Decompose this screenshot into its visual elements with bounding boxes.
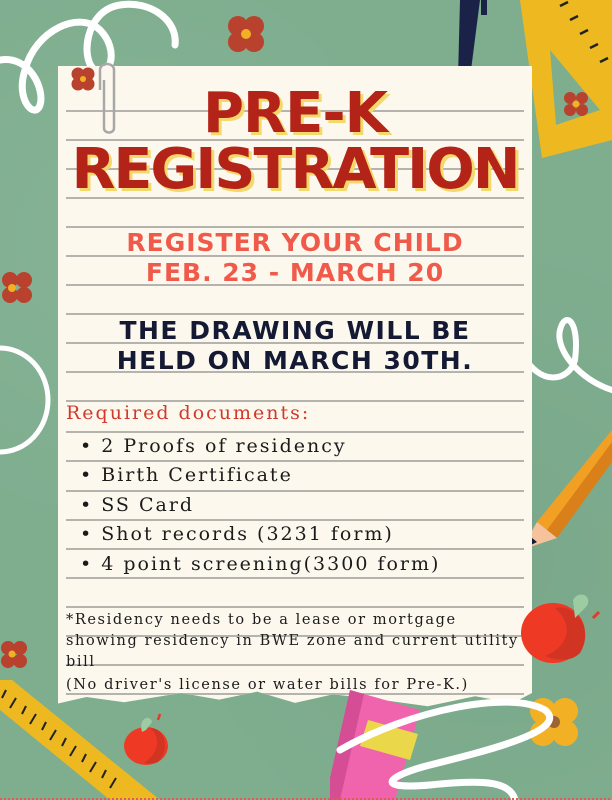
ruler-icon [0,680,160,800]
required-documents-heading: Required documents: [66,402,311,424]
chalk-circle-icon [0,340,60,460]
chalk-squiggle-icon [330,690,570,800]
chalk-squiggle-icon [520,300,612,400]
subtitle-register: REGISTER YOUR CHILD [126,228,464,257]
flower-icon [0,640,28,670]
list-item: • Shot records (3231 form) [80,520,440,549]
set-square-icon [520,0,612,160]
flyer-content [58,66,532,726]
list-item: • Birth Certificate [80,461,440,490]
residency-note: *Residency needs to be a lease or mortgage showing residency in BWE zone and current utility bill [66,612,519,670]
list-item: • 4 point screening(3300 form) [80,550,440,579]
apple-icon [515,588,600,668]
title-registration: REGISTRATION [71,137,519,202]
exclusion-note: (No driver's license or water bills for Pre-K.) [66,677,469,693]
title-pre-k: PRE-K [202,81,388,146]
list-item: • 2 Proofs of residency [80,432,440,461]
list-item: • SS Card [80,491,440,520]
flower-icon [0,270,34,306]
drawing-line-1: THE DRAWING WILL BE [119,316,471,345]
drawing-line-2: HELD ON MARCH 30TH. [116,346,474,375]
flower-icon [224,12,268,56]
subtitle-dates: FEB. 23 - MARCH 20 [145,258,445,287]
documents-list [80,432,440,579]
